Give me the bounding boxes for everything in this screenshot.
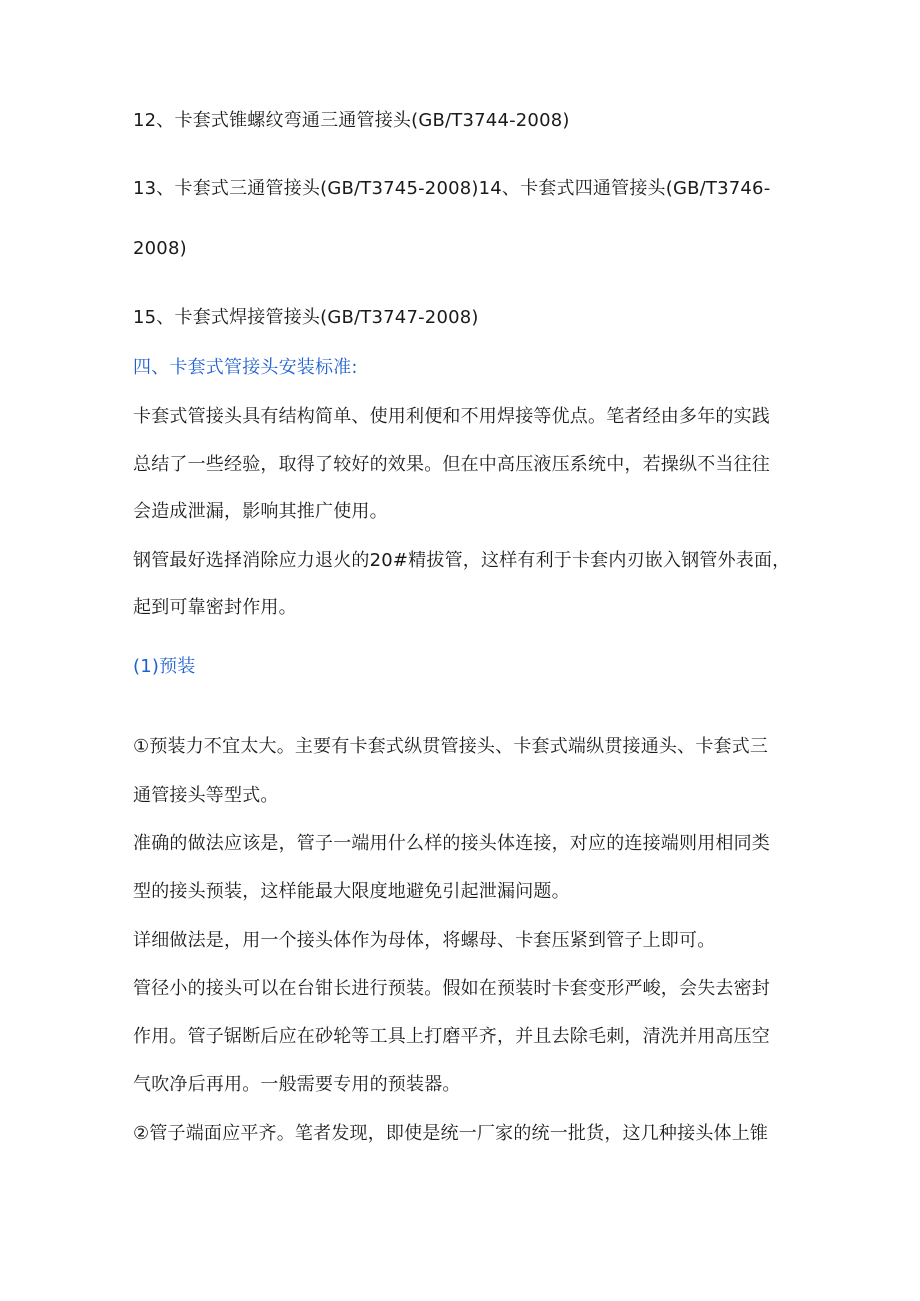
list-item-13-14: 13、卡套式三通管接头(GB/T3745-2008)14、卡套式四通管接头(GB/T3746-	[133, 178, 771, 199]
paragraph-line: 通管接头等型式。	[133, 785, 279, 806]
paragraph-line: 作用。管子锯断后应在砂轮等工具上打磨平齐，并且去除毛刺，清洗并用高压空	[133, 1026, 770, 1047]
list-item-15: 15、卡套式焊接管接头(GB/T3747-2008)	[133, 307, 479, 328]
paragraph-line: 准确的做法应该是，管子一端用什么样的接头体连接，对应的连接端则用相同类	[133, 833, 770, 854]
paragraph-line: 起到可靠密封作用。	[133, 597, 297, 618]
paragraph-line: ①预装力不宜太大。主要有卡套式纵贯管接头、卡套式端纵贯接通头、卡套式三	[133, 736, 769, 757]
paragraph-line: 气吹净后再用。一般需要专用的预装器。	[133, 1074, 461, 1095]
list-item-12: 12、卡套式锥螺纹弯通三通管接头(GB/T3744-2008)	[133, 110, 570, 131]
section-heading-install-standard: 四、卡套式管接头安装标准:	[133, 357, 358, 378]
list-item-13-14-continued: 2008)	[133, 238, 187, 259]
paragraph-line: 钢管最好选择消除应力退火的20#精拔管，这样有利于卡套内刃嵌入钢管外表面，	[133, 550, 791, 571]
paragraph-line: 会造成泄漏，影响其推广使用。	[133, 501, 388, 522]
paragraph-line: 管径小的接头可以在台钳长进行预装。假如在预装时卡套变形严峻，会失去密封	[133, 978, 770, 999]
paragraph-line: ②管子端面应平齐。笔者发现，即使是统一厂家的统一批货，这几种接头体上锥	[133, 1123, 769, 1144]
paragraph-line: 总结了一些经验，取得了较好的效果。但在中高压液压系统中，若操纵不当往往	[133, 454, 770, 475]
paragraph-line: 卡套式管接头具有结构简单、使用利便和不用焊接等优点。笔者经由多年的实践	[133, 406, 770, 427]
subsection-heading-preassembly: (1)预装	[133, 656, 196, 677]
paragraph-line: 详细做法是，用一个接头体作为母体，将螺母、卡套压紧到管子上即可。	[133, 930, 716, 951]
paragraph-line: 型的接头预装，这样能最大限度地避免引起泄漏问题。	[133, 881, 570, 902]
